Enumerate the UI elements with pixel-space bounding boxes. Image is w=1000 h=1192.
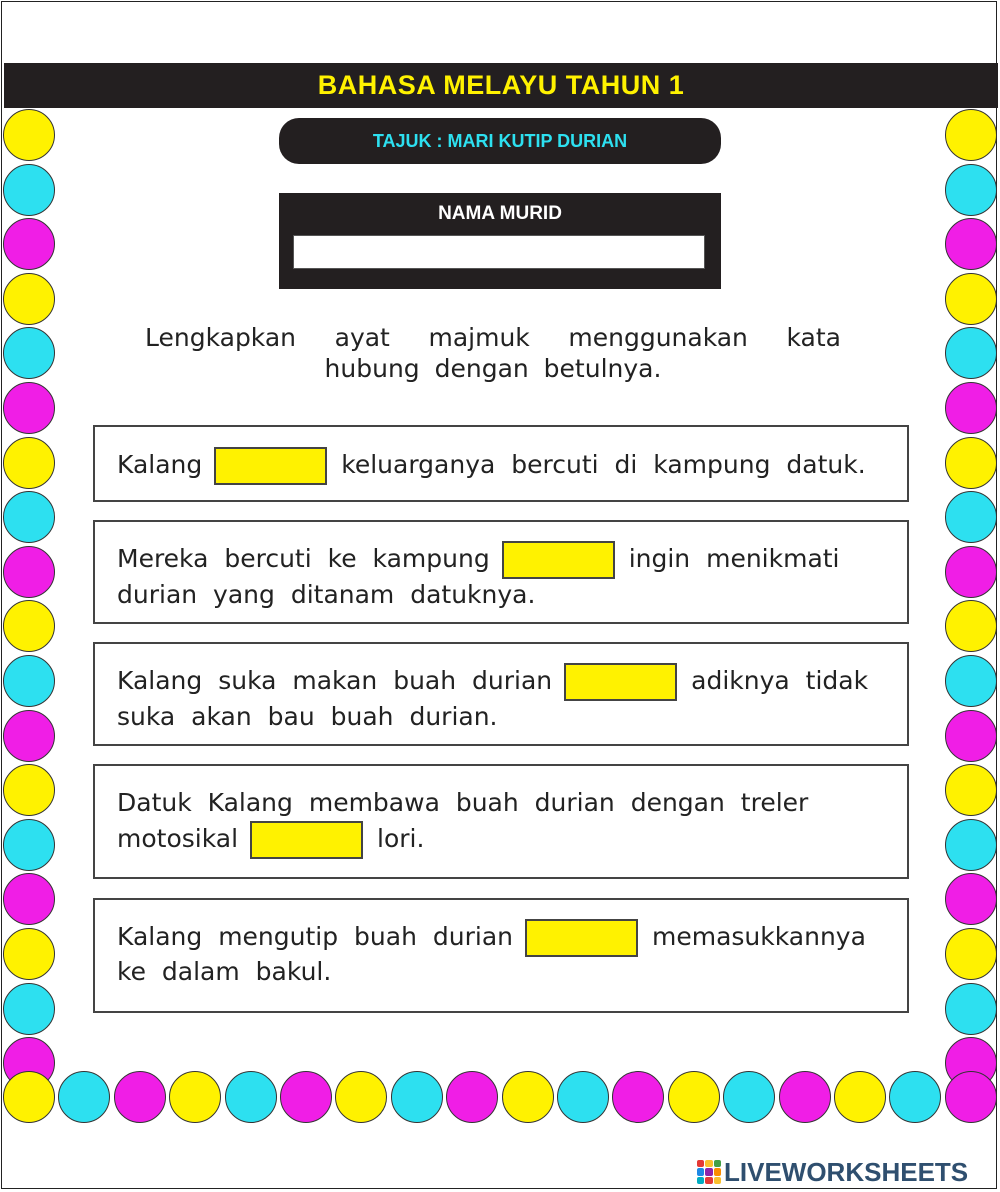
question-box-1 (93, 425, 909, 502)
border-dot (280, 1071, 332, 1123)
border-dot (3, 327, 55, 379)
border-dot (945, 600, 997, 652)
question-2-line-2: durian yang ditanam datuknya. (117, 580, 536, 609)
question-3-text-before: Kalang suka makan buah durian (117, 666, 553, 695)
border-dot (225, 1071, 277, 1123)
border-dot (945, 164, 997, 216)
border-dot (58, 1071, 110, 1123)
border-dot (945, 273, 997, 325)
border-dot (945, 1071, 997, 1123)
border-dot (3, 600, 55, 652)
border-dot (3, 819, 55, 871)
border-dot (3, 928, 55, 980)
border-dot (945, 218, 997, 270)
border-dot (3, 1071, 55, 1123)
border-dot (945, 437, 997, 489)
liveworksheets-brand-text: LIVEWORKSHEETS (724, 1156, 969, 1187)
border-dot (3, 873, 55, 925)
topic-label: TAJUK : MARI KUTIP DURIAN (279, 118, 721, 164)
answer-blank-5[interactable] (525, 919, 638, 957)
student-name-label: NAMA MURID (438, 203, 562, 224)
question-1-line-1 (117, 447, 866, 485)
question-3-text-after: adiknya tidak (691, 666, 869, 695)
answer-blank-2[interactable] (502, 541, 615, 579)
answer-blank-1[interactable] (214, 447, 327, 485)
border-dot (3, 710, 55, 762)
border-dot (945, 928, 997, 980)
answer-blank-4[interactable] (250, 821, 363, 859)
border-dot (3, 218, 55, 270)
border-dot (723, 1071, 775, 1123)
question-4-text-after: lori. (377, 824, 425, 853)
border-dot (834, 1071, 886, 1123)
student-name-input[interactable] (293, 235, 705, 269)
instruction-text: Lengkapkan ayat majmuk menggunakan kata hubung dengan betulnya. (145, 323, 841, 383)
border-dot (3, 273, 55, 325)
page-title: BAHASA MELAYU TAHUN 1 (4, 63, 998, 108)
border-dot (945, 873, 997, 925)
border-dot (446, 1071, 498, 1123)
border-dot (557, 1071, 609, 1123)
border-dot (3, 164, 55, 216)
student-name-panel (279, 193, 721, 289)
question-box-4 (93, 764, 909, 879)
border-dot (945, 819, 997, 871)
border-dot (889, 1071, 941, 1123)
question-3-line-2: suka akan bau buah durian. (117, 702, 498, 731)
border-dot (945, 382, 997, 434)
question-box-3 (93, 642, 909, 746)
liveworksheets-logo (697, 1157, 968, 1187)
border-dot (3, 109, 55, 161)
border-dot (3, 491, 55, 543)
question-box-5 (93, 898, 909, 1013)
border-dot (779, 1071, 831, 1123)
question-2-text-before: Mereka bercuti ke kampung (117, 544, 490, 573)
question-4-line-2 (117, 821, 424, 859)
border-dot (945, 327, 997, 379)
question-5-line-1 (117, 919, 866, 957)
border-dot (945, 764, 997, 816)
border-dot (3, 655, 55, 707)
liveworksheets-logo-icon (697, 1160, 721, 1184)
border-dot (612, 1071, 664, 1123)
question-3-line-1 (117, 663, 868, 701)
border-dot (502, 1071, 554, 1123)
border-dot (3, 764, 55, 816)
question-1-text-before: Kalang (117, 450, 203, 479)
border-dot (945, 546, 997, 598)
border-dot (391, 1071, 443, 1123)
question-2-line-1 (117, 541, 840, 579)
border-dot (945, 491, 997, 543)
question-1-text-after: keluarganya bercuti di kampung datuk. (341, 450, 866, 479)
border-dot (114, 1071, 166, 1123)
question-box-2 (93, 520, 909, 624)
border-dot (169, 1071, 221, 1123)
border-dot (945, 655, 997, 707)
question-5-text-after: memasukkannya (652, 922, 866, 951)
question-4-line-1: Datuk Kalang membawa buah durian dengan treler (117, 788, 809, 817)
border-dot (945, 109, 997, 161)
border-dot (668, 1071, 720, 1123)
question-5-line-2: ke dalam bakul. (117, 957, 332, 986)
border-dot (945, 983, 997, 1035)
border-dot (3, 983, 55, 1035)
question-2-text-after: ingin menikmati (628, 544, 840, 573)
border-dot (945, 710, 997, 762)
border-dot (3, 546, 55, 598)
answer-blank-3[interactable] (564, 663, 677, 701)
question-4-text-before: motosikal (117, 824, 239, 853)
border-dot (3, 382, 55, 434)
question-5-text-before: Kalang mengutip buah durian (117, 922, 513, 951)
border-dot (335, 1071, 387, 1123)
border-dot (3, 437, 55, 489)
